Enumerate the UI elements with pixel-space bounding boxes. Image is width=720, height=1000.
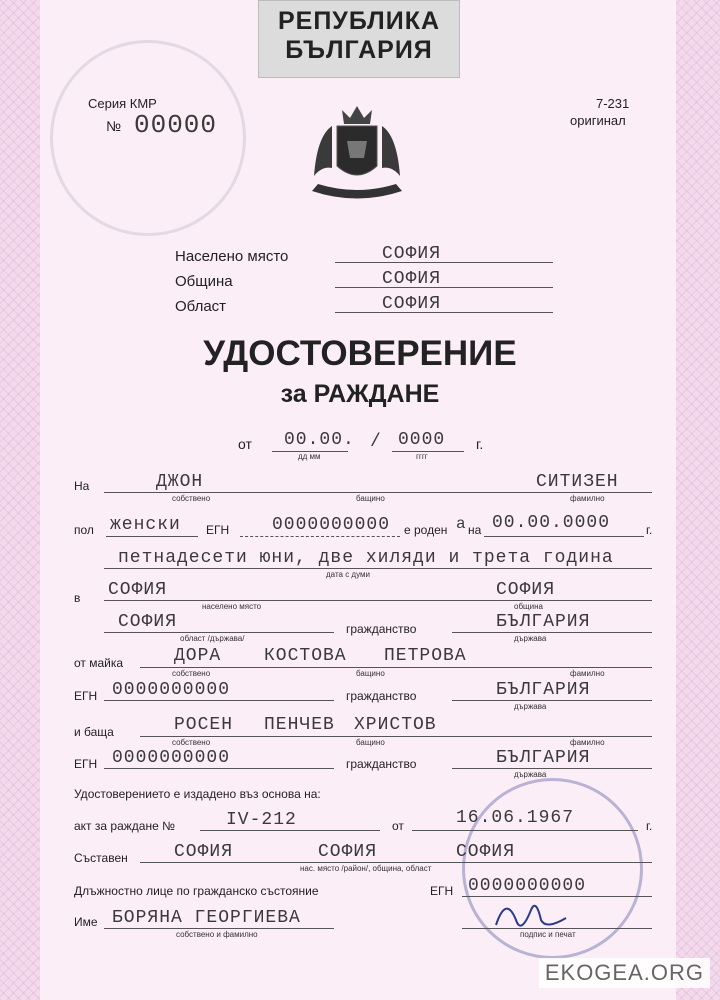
sub-region: област /държава/ bbox=[180, 634, 245, 643]
region-value: СОФИЯ bbox=[382, 294, 442, 314]
serial-label: Серия КМР bbox=[88, 96, 157, 111]
sub-country: държава bbox=[514, 634, 547, 643]
father-egn-line bbox=[104, 768, 334, 769]
father-label: и баща bbox=[74, 725, 114, 739]
father-sub-father: бащино bbox=[356, 738, 385, 747]
serial-number: 00000 bbox=[134, 110, 218, 140]
official-label: Длъжностно лице по гражданско състояние bbox=[74, 884, 319, 898]
father-sub-first: собствено bbox=[172, 738, 211, 747]
settlement-line bbox=[335, 262, 553, 263]
composed-label: Съставен bbox=[74, 851, 128, 865]
first-name: ДЖОН bbox=[156, 472, 204, 492]
mother-last: ПЕТРОВА bbox=[384, 646, 467, 666]
watermark: EKOGEA.ORG bbox=[539, 958, 710, 988]
father-egn: 0000000000 bbox=[112, 748, 231, 768]
na-label: На bbox=[74, 479, 90, 493]
birth-date: 00.00.0000 bbox=[492, 513, 611, 533]
citizenship-value: БЪЛГАРИЯ bbox=[496, 612, 591, 632]
act-date: 16.06.1967 bbox=[456, 808, 575, 828]
sub-place: населено място bbox=[202, 602, 262, 611]
birth-place: СОФИЯ bbox=[108, 580, 168, 600]
father-citizenship: БЪЛГАРИЯ bbox=[496, 748, 591, 768]
egn-label: ЕГН bbox=[206, 523, 230, 537]
birth-place-line bbox=[104, 600, 652, 601]
birth-region: СОФИЯ bbox=[118, 612, 178, 632]
form-code: 7-231 bbox=[596, 96, 630, 111]
citizenship-label: гражданство bbox=[346, 622, 417, 636]
official-name: БОРЯНА ГЕОРГИЕВА bbox=[112, 908, 301, 928]
municipality-line bbox=[335, 287, 553, 288]
sub-family: фамилно bbox=[570, 494, 605, 503]
in-label: в bbox=[74, 591, 81, 605]
mother-sub-family: фамилно bbox=[570, 669, 605, 678]
header-line1: РЕПУБЛИКА bbox=[277, 7, 441, 35]
father-father: ПЕНЧЕВ bbox=[264, 715, 335, 735]
issue-from-label: от bbox=[238, 436, 252, 452]
citizenship-line bbox=[452, 632, 652, 633]
composed-line bbox=[140, 862, 652, 863]
mother-citizenship-line bbox=[452, 700, 652, 701]
father-sub-family: фамилно bbox=[570, 738, 605, 747]
mother-egn-line bbox=[104, 700, 334, 701]
name-label: Име bbox=[74, 915, 98, 929]
mother-father: КОСТОВА bbox=[264, 646, 347, 666]
act-from-label: от bbox=[392, 819, 404, 833]
issue-date: 00.00. bbox=[284, 430, 355, 450]
municipality-value: СОФИЯ bbox=[382, 269, 442, 289]
official-egn: 0000000000 bbox=[468, 876, 587, 896]
act-no: IV-212 bbox=[226, 810, 297, 830]
issue-sub-ddmm: дд мм bbox=[298, 452, 321, 461]
form-copy: оригинал bbox=[570, 113, 626, 128]
name-line bbox=[104, 492, 652, 493]
issue-g: г. bbox=[476, 436, 484, 452]
sub-official-name: собствено и фамилно bbox=[176, 930, 258, 939]
settlement-label: Населено място bbox=[175, 248, 289, 265]
mother-egn-label: ЕГН bbox=[74, 689, 98, 703]
father-line bbox=[140, 736, 652, 737]
region-line bbox=[335, 312, 553, 313]
sub-municipality: община bbox=[514, 602, 543, 611]
region-label: Област bbox=[175, 298, 227, 315]
birth-region-line bbox=[104, 632, 334, 633]
basis-text: Удостоверението е издадено въз основа на: bbox=[74, 787, 321, 801]
born-suffix-ana: на bbox=[468, 523, 482, 537]
issue-separator: / bbox=[370, 432, 382, 452]
settlement-value: СОФИЯ bbox=[382, 244, 442, 264]
father-citizenship-line bbox=[452, 768, 652, 769]
mother-sub-father: бащино bbox=[356, 669, 385, 678]
act-date-line bbox=[412, 830, 638, 831]
coat-of-arms-icon bbox=[292, 96, 422, 206]
mother-citizenship: БЪЛГАРИЯ bbox=[496, 680, 591, 700]
sex-value: женски bbox=[110, 515, 181, 535]
sub-date-words: дата с думи bbox=[326, 570, 370, 579]
mother-sub-first: собствено bbox=[172, 669, 211, 678]
header-line2: БЪЛГАРИЯ bbox=[285, 36, 433, 64]
sub-father: бащино bbox=[356, 494, 385, 503]
father-sub-country: държава bbox=[514, 770, 547, 779]
composed-3: СОФИЯ bbox=[456, 842, 516, 862]
official-name-line bbox=[104, 928, 334, 929]
mother-egn: 0000000000 bbox=[112, 680, 231, 700]
mother-line bbox=[140, 667, 652, 668]
date-words: петнадесети юни, две хиляди и трета година bbox=[118, 548, 614, 568]
father-first: РОСЕН bbox=[174, 715, 234, 735]
issue-sub-yyyy: гггг bbox=[416, 452, 428, 461]
sign-label: подпис и печат bbox=[520, 930, 576, 939]
father-citizenship-label: гражданство bbox=[346, 757, 417, 771]
date-words-line bbox=[104, 568, 652, 569]
sex-line bbox=[106, 536, 198, 537]
mother-first: ДОРА bbox=[174, 646, 222, 666]
sub-first: собствено bbox=[172, 494, 211, 503]
act-no-line bbox=[200, 830, 380, 831]
document-title: УДОСТОВЕРЕНИЕ bbox=[203, 334, 517, 373]
birth-municipality: СОФИЯ bbox=[496, 580, 556, 600]
sex-label: пол bbox=[74, 523, 94, 537]
father-egn-label: ЕГН bbox=[74, 757, 98, 771]
birth-date-line bbox=[484, 536, 644, 537]
composed-2: СОФИЯ bbox=[318, 842, 378, 862]
serial-no-label: № bbox=[106, 118, 122, 134]
birth-date-g: г. bbox=[646, 523, 653, 537]
mother-citizenship-label: гражданство bbox=[346, 689, 417, 703]
official-egn-label: ЕГН bbox=[430, 884, 454, 898]
act-g: г. bbox=[646, 819, 653, 833]
mother-label: от майка bbox=[74, 656, 124, 670]
egn-line bbox=[240, 536, 400, 537]
country-header bbox=[258, 0, 460, 78]
issue-year-line bbox=[392, 451, 464, 452]
issue-year: 0000 bbox=[398, 430, 446, 450]
signature-icon bbox=[486, 890, 576, 940]
mother-sub-country: държава bbox=[514, 702, 547, 711]
father-last: ХРИСТОВ bbox=[354, 715, 437, 735]
born-label: е роден bbox=[404, 523, 448, 537]
municipality-label: Община bbox=[175, 273, 233, 290]
egn-value: 0000000000 bbox=[272, 515, 391, 535]
composed-1: СОФИЯ bbox=[174, 842, 234, 862]
act-label: акт за раждане № bbox=[74, 819, 175, 833]
document-subtitle: за РАЖДАНЕ bbox=[280, 380, 440, 408]
born-suffix: а bbox=[456, 515, 467, 533]
last-name: СИТИЗЕН bbox=[536, 472, 619, 492]
sub-composed: нас. място /район/, община, област bbox=[300, 864, 432, 873]
